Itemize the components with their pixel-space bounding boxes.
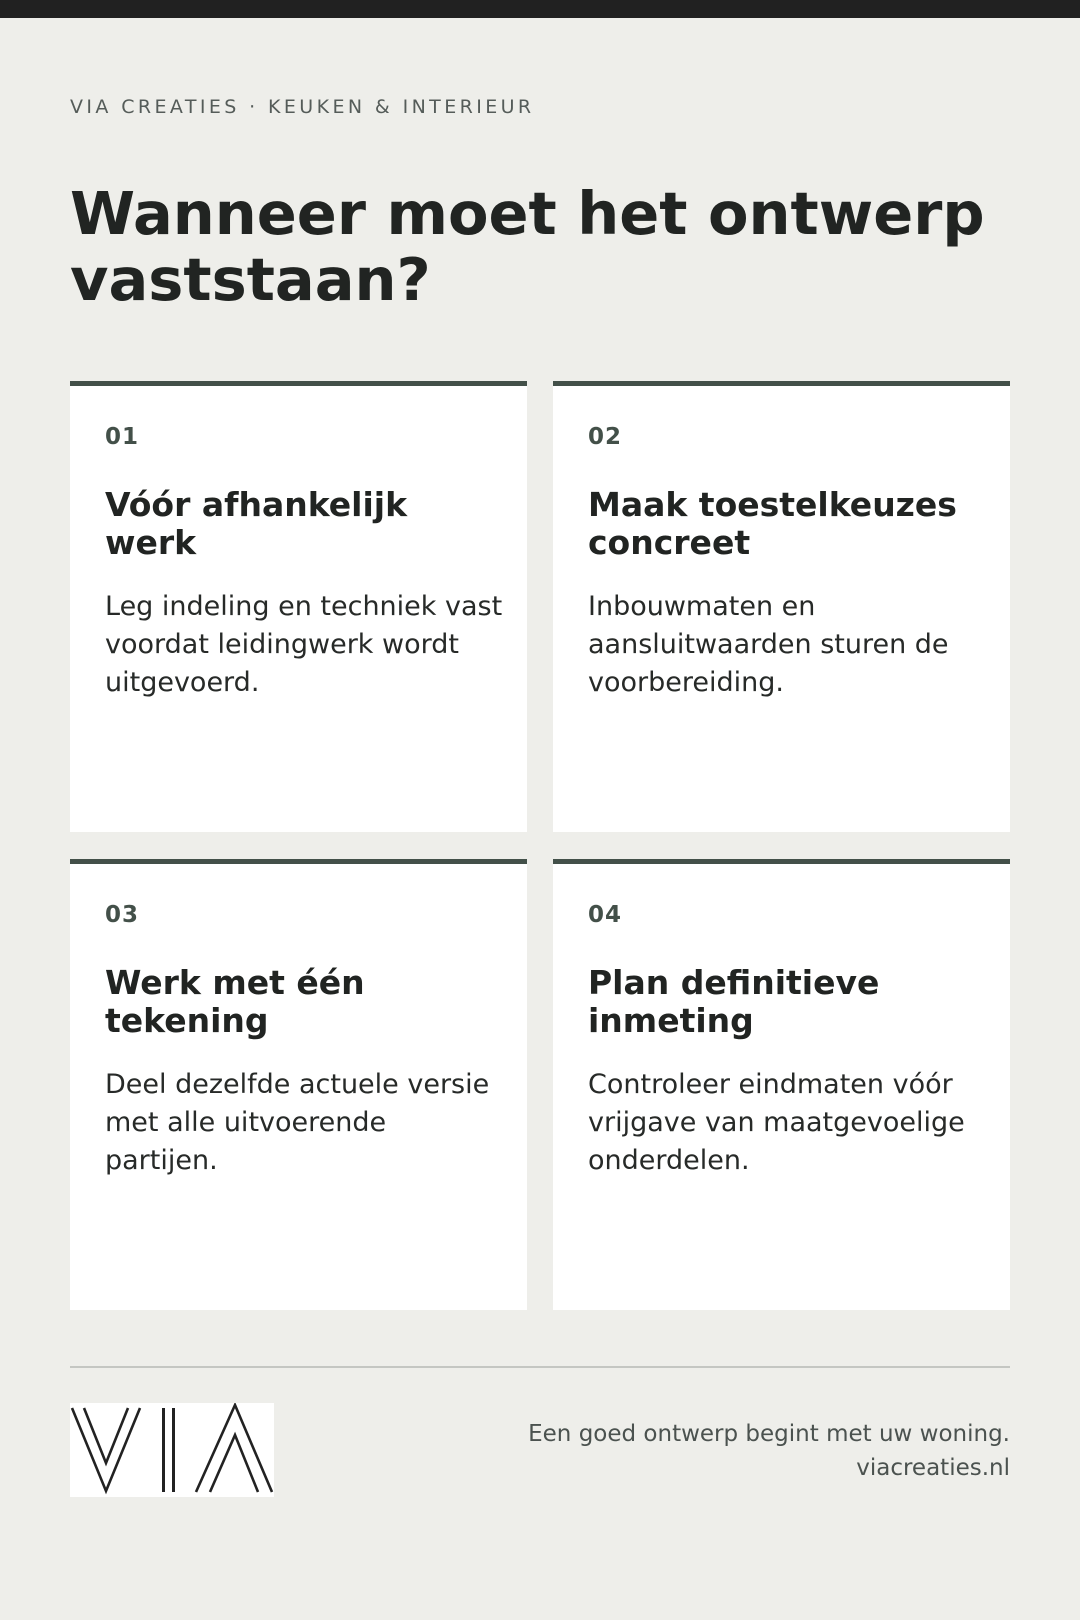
card-number: 02 bbox=[588, 424, 623, 450]
card-number: 01 bbox=[105, 424, 140, 450]
via-logo-mark bbox=[70, 1403, 274, 1497]
card-grid bbox=[70, 381, 1010, 1311]
card-3 bbox=[70, 859, 527, 1310]
card-2 bbox=[553, 381, 1010, 832]
card-body: Inbouwmaten en aansluitwaarden sturen de voorbereiding. bbox=[588, 591, 949, 698]
card-title: Plan definitieve inmeting bbox=[588, 963, 880, 1040]
card-number: 04 bbox=[588, 902, 623, 928]
footer-divider bbox=[70, 1366, 1010, 1368]
card-4 bbox=[553, 859, 1010, 1310]
tagline-text: Een goed ontwerp begint met uw woning. bbox=[528, 1421, 1010, 1447]
website-link[interactable]: viacreaties.nl bbox=[856, 1455, 1010, 1481]
brand-eyebrow: VIA CREATIES · KEUKEN & INTERIEUR bbox=[70, 96, 535, 118]
card-title: Vóór afhankelijk werk bbox=[105, 485, 408, 562]
card-body: Controleer eindmaten vóór vrijgave van maatgevoelige onderdelen. bbox=[588, 1069, 965, 1176]
card-title: Maak toestelkeuzes concreet bbox=[588, 485, 957, 562]
card-number: 03 bbox=[105, 902, 140, 928]
card-body: Leg indeling en techniek vast voordat leidingwerk wordt uitgevoerd. bbox=[105, 591, 503, 698]
page-title: Wanneer moet het ontwerp vaststaan? bbox=[70, 179, 985, 314]
via-logo bbox=[70, 1403, 274, 1497]
card-title: Werk met één tekening bbox=[105, 963, 365, 1040]
card-body: Deel dezelfde actuele versie met alle uitvoerende partijen. bbox=[105, 1069, 490, 1176]
footer-tagline bbox=[528, 1417, 1010, 1485]
card-1 bbox=[70, 381, 527, 832]
top-bar bbox=[0, 0, 1080, 18]
